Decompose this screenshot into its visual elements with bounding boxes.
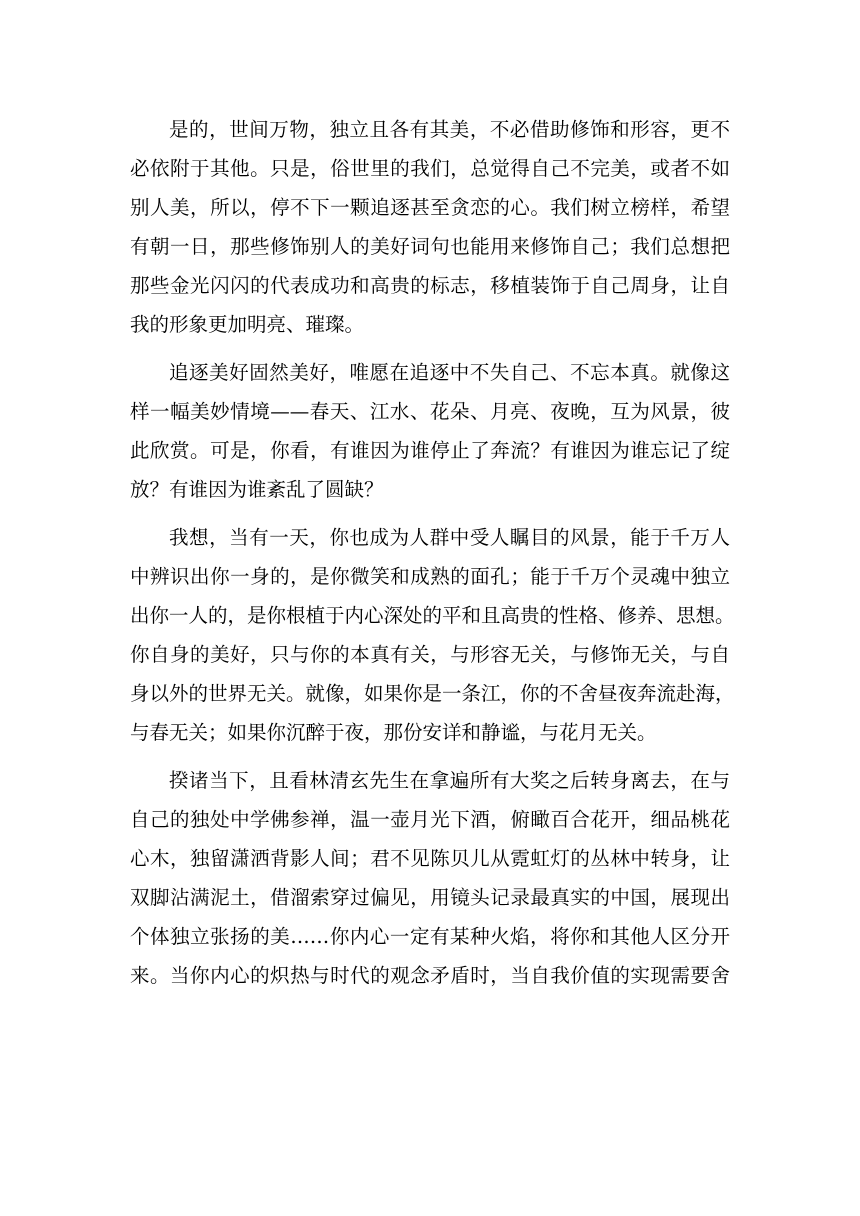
paragraph-4	[130, 761, 730, 995]
text-line: 我的形象更加明亮、璀璨。	[130, 313, 365, 336]
text-line: 我想，当有一天，你也成为人群中受人瞩目的风景，能于千万人	[169, 526, 730, 549]
text-line: 出你一人的，是你根植于内心深处的平和且高贵的性格、修养、思想。	[130, 604, 735, 627]
text-line: 身以外的世界无关。就像，如果你是一条江，你的不舍昼夜奔流赴海，	[130, 682, 735, 705]
text-line: 此欣赏。可是，你看，有谁因为谁停止了奔流？有谁因为谁忘记了绽	[130, 439, 730, 462]
text-line: 自己的独处中学佛参禅，温一壶月光下酒，俯瞰百合花开，细品桃花	[130, 808, 730, 831]
text-line: 心木，独留潇洒背影人间；君不见陈贝儿从霓虹灯的丛林中转身，让	[130, 847, 730, 870]
text-line: 有朝一日，那些修饰别人的美好词句也能用来修饰自己；我们总想把	[130, 235, 730, 258]
paragraph-3	[130, 518, 735, 752]
text-line: 追逐美好固然美好，唯愿在追逐中不失自己、不忘本真。就像这	[169, 361, 730, 384]
paragraph-1	[130, 110, 730, 344]
text-line: 那些金光闪闪的代表成功和高贵的标志，移植装饰于自己周身，让自	[130, 274, 730, 297]
text-line: 必依附于其他。只是，俗世里的我们，总觉得自己不完美，或者不如	[130, 157, 730, 180]
text-line: 样一幅美妙情境——春天、江水、花朵、月亮、夜晚，互为风景，彼	[130, 400, 730, 423]
paragraph-2	[130, 353, 730, 509]
text-line: 放？有谁因为谁紊乱了圆缺？	[130, 478, 384, 501]
text-line: 双脚沾满泥土，借溜索穿过偏见，用镜头记录最真实的中国，展现出	[130, 886, 730, 909]
text-line: 个体独立张扬的美……你内心一定有某种火焰，将你和其他人区分开	[130, 925, 730, 948]
text-line: 揆诸当下，且看林清玄先生在拿遍所有大奖之后转身离去，在与	[169, 769, 730, 792]
text-line: 你自身的美好，只与你的本真有关，与形容无关，与修饰无关，与自	[130, 643, 730, 666]
text-line: 与春无关；如果你沉醉于夜，那份安详和静谧，与花月无关。	[130, 721, 657, 744]
text-line: 来。当你内心的炽热与时代的观念矛盾时，当自我价值的实现需要舍	[130, 964, 730, 987]
text-line: 是的，世间万物，独立且各有其美，不必借助修饰和形容，更不	[169, 118, 730, 141]
text-line: 中辨识出你一身的，是你微笑和成熟的面孔；能于千万个灵魂中独立	[130, 565, 730, 588]
text-line: 别人美，所以，停不下一颗追逐甚至贪恋的心。我们树立榜样，希望	[130, 196, 730, 219]
essay-body	[130, 110, 735, 1004]
